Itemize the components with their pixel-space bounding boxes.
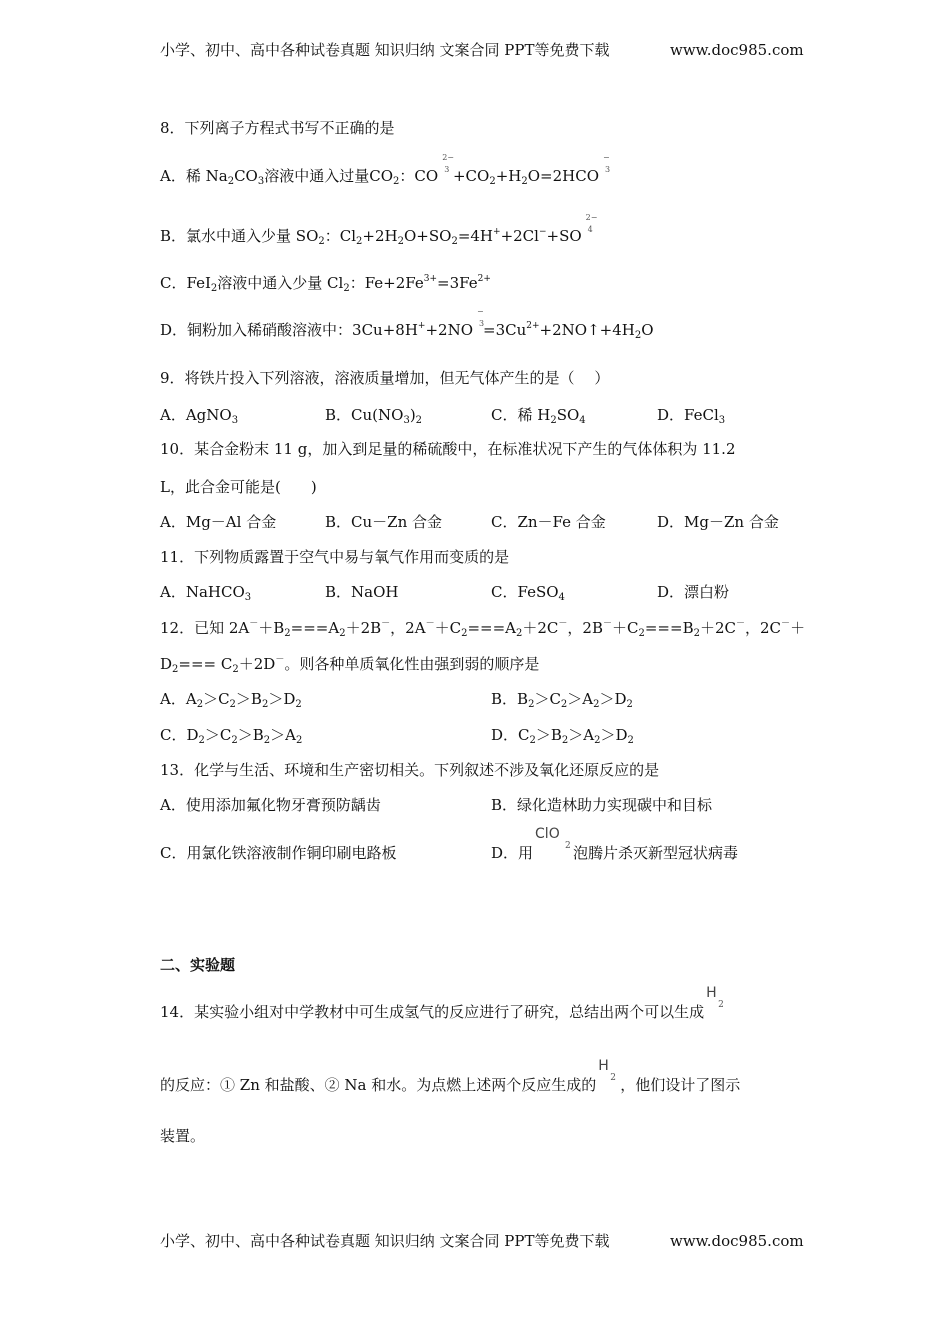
q11-stem: 11．下列物质露置于空气中易与氧气作用而变质的是 — [160, 548, 510, 566]
q10-option-b: B．Cu－Zn 合金 — [325, 513, 443, 531]
q11-option-d: D．漂白粉 — [657, 583, 730, 601]
q11-option-a: A．NaHCO$_3$ — [160, 583, 252, 603]
q12-option-a: A．$A_2>C_2>B_2>D_2$ — [160, 690, 302, 710]
q13-option-a: A．使用添加氟化物牙膏预防龋齿 — [160, 796, 381, 814]
q9-option-b: B．$Cu(NO_3)_2$ — [325, 406, 423, 426]
q9-option-a: A．AgNO$_3$ — [160, 406, 239, 426]
q10-option-d: D．Mg－Zn 合金 — [657, 513, 779, 531]
q9-option-c: C．稀 $H_2SO_4$ — [491, 406, 586, 426]
q9-stem: 9．将铁片投入下列溶液，溶液质量增加，但无气体产生的是（ ） — [160, 369, 610, 387]
q10-line1: 10．某合金粉末 11 g，加入到足量的稀硫酸中，在标准状况下产生的气体体积为 11.2 — [160, 440, 736, 458]
q14-line3: 装置。 — [160, 1127, 206, 1145]
q9-option-d: D．FeCl$_3$ — [657, 406, 726, 426]
q10-option-a: A．Mg－Al 合金 — [160, 513, 277, 531]
q8-option-a: A．稀 $Na_2CO_3$溶液中通入过量$CO_2$：CO 2− 3 $+CO_2+H_2O=2HCO$ − 3 — [160, 153, 611, 187]
q11-option-b: B．NaOH — [325, 583, 399, 601]
q12-line2: $D_2=== C_2+2D^-$。则各种单质氧化性由强到弱的顺序是 — [160, 655, 540, 675]
q8-option-d: D．铜粉加入稀硝酸溶液中：3Cu+8H++2NO − 3 $=3Cu^{2+}+2NO↑+4H_2O$ — [160, 307, 654, 341]
q10-line2: L，此合金可能是( ) — [160, 478, 317, 496]
section-title: 二、实验题 — [160, 956, 236, 974]
q8-option-c: C．FeI$_2$溶液中通入少量 $Cl_2$：$Fe+2Fe^{3+}=3Fe^{2+}$ — [160, 274, 491, 294]
q13-option-d: D．用 ClO 2 泡腾片杀灭新型冠状病毒 — [491, 826, 739, 862]
q8-stem: 8．下列离子方程式书写不正确的是 — [160, 119, 395, 137]
q10-option-c: C．Zn－Fe 合金 — [491, 513, 606, 531]
page-footer — [160, 1231, 610, 1251]
footer-text: 小学、初中、高中各种试卷真题 知识归纳 文案合同 PPT等免费下载 — [160, 1232, 610, 1250]
footer-url[interactable]: www.doc985.com — [670, 1232, 804, 1250]
q13-option-c: C．用氯化铁溶液制作铜印刷电路板 — [160, 844, 397, 862]
page-header — [160, 40, 610, 60]
q14-line2: 的反应：① Zn 和盐酸、② Na 和水。为点燃上述两个反应生成的 H 2 ，他们设计了图示 — [160, 1058, 741, 1094]
q14-line1: 14．某实验小组对中学教材中可生成氢气的反应进行了研究，总结出两个可以生成 H 2 — [160, 985, 724, 1021]
q11-option-c: C．FeSO$_4$ — [491, 583, 565, 603]
q12-option-d: D．$C_2>B_2>A_2>D_2$ — [491, 726, 634, 746]
q8-option-b: B．氯水中通入少量 $SO_2$：$Cl_2+2H_2O+SO_2=4H^++2Cl^-+SO$ 2− 4 — [160, 213, 598, 247]
q13-stem: 13．化学与生活、环境和生产密切相关。下列叙述不涉及氧化还原反应的是 — [160, 761, 660, 779]
header-text: 小学、初中、高中各种试卷真题 知识归纳 文案合同 PPT等免费下载 — [160, 41, 610, 59]
q12-option-b: B．$B_2>C_2>A_2>D_2$ — [491, 690, 633, 710]
q13-option-b: B．绿化造林助力实现碳中和目标 — [491, 796, 713, 814]
q12-line1: 12．已知 $2A^-+B_2===A_2+2B^-$，$2A^-+C_2===A_2+2C^-$，$2B^-+C_2===B_2+2C^-$，2C－＋ — [160, 619, 806, 639]
header-url[interactable]: www.doc985.com — [670, 41, 804, 59]
q12-option-c: C．$D_2>C_2>B_2>A_2$ — [160, 726, 303, 746]
